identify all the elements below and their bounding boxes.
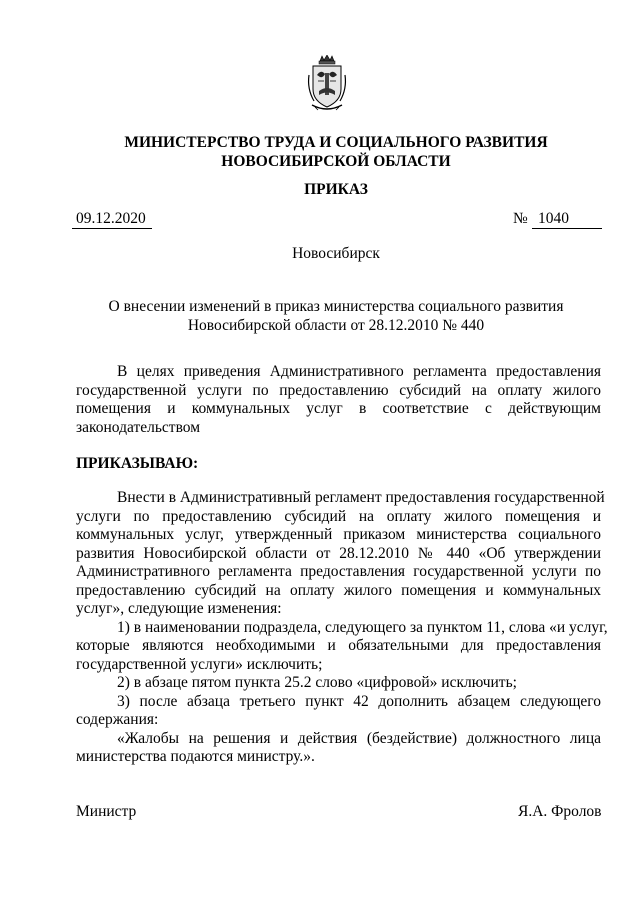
body-line: 2) в абзаце пятом пункта 25.2 слово «цифровой» исключить; (117, 674, 517, 691)
ministry-line-1: МИНИСТЕРСТВО ТРУДА И СОЦИАЛЬНОГО РАЗВИТИЯ (124, 134, 548, 151)
preamble-line: помещения и коммунальных услуг в соответствие с действующим (76, 400, 601, 417)
coat-of-arms-icon (306, 55, 348, 113)
body-line: министерства подаются министру.». (76, 748, 315, 765)
body-line: 3) после абзаца третьего пункт 42 дополнить абзацем следующего (117, 692, 601, 710)
body-line: коммунальных услуг, утвержденный приказом министерства социального (76, 526, 601, 543)
body-paragraph (76, 489, 608, 767)
body-line: «Жалобы на решения и действия (бездействие) должностного лица (117, 729, 601, 747)
document-date: 09.12.2020 (76, 210, 146, 227)
city: Новосибирск (292, 245, 380, 262)
ministry-name (40, 133, 632, 171)
body-line: развития Новосибирской области от 28.12.2010 № 440 «Об утверждении (76, 544, 601, 562)
subject-line-2: Новосибирской области от 28.12.2010 № 440 (187, 317, 485, 334)
signatory-name: Я.А. Фролов (518, 803, 602, 820)
number-sign: № (513, 210, 528, 227)
subject-line-1: О внесении изменений в приказ министерства социального развития (108, 298, 564, 315)
orders-heading: ПРИКАЗЫВАЮ: (76, 455, 199, 472)
body-line: услуги по предоставлению субсидий на оплату жилого помещения и (76, 507, 601, 525)
body-line: услуг», следующие изменения: (76, 600, 282, 617)
document-type: ПРИКАЗ (304, 181, 368, 198)
signatory-position: Министр (76, 803, 137, 820)
preamble-paragraph (76, 363, 601, 437)
preamble-line: В целях приведения Административного регламента предоставления (117, 363, 601, 380)
body-line: Внести в Административный регламент предоставления государственной (117, 489, 605, 506)
ministry-line-2: НОВОСИБИРСКОЙ ОБЛАСТИ (221, 153, 451, 170)
document-number: 1040 (538, 210, 569, 227)
body-line: государственной услуги» исключить; (76, 655, 323, 673)
preamble-line: государственной услуги по предоставлению субсидий на оплату жилого (76, 381, 601, 399)
preamble-line: законодательством (76, 418, 201, 436)
body-line: 1) в наименовании подраздела, следующего за пунктом 11, слова «и услуг, (117, 618, 608, 636)
number-field (532, 210, 602, 229)
subject (40, 297, 632, 335)
date-field (72, 210, 152, 229)
body-line: Административного регламента предоставления государственной услуги по (76, 563, 601, 580)
body-line: предоставлению субсидий на оплату жилого помещения и коммунальных (76, 581, 601, 599)
body-line: содержания: (76, 711, 159, 728)
body-line: которые являются необходимыми и обязательными для предоставления (76, 637, 601, 654)
